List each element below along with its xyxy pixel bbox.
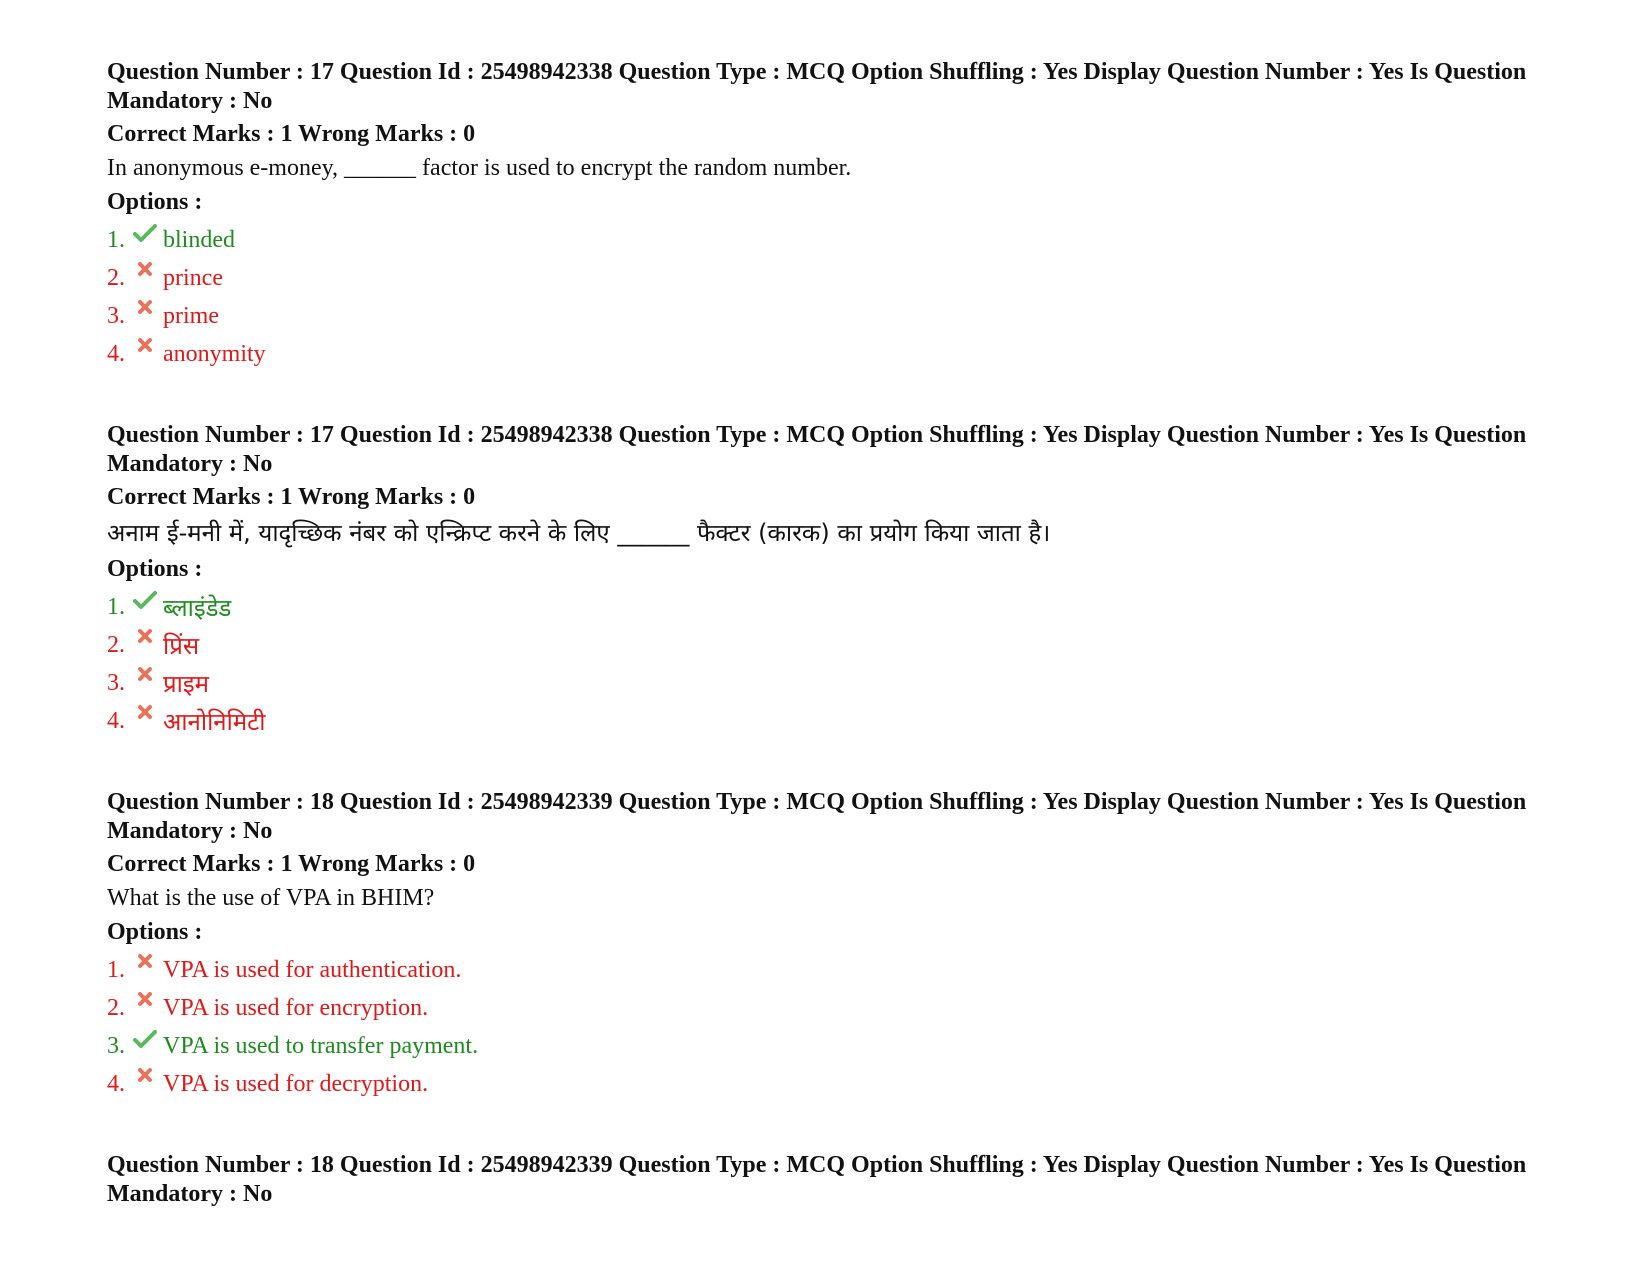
- option-text: ब्लाइंडेड: [163, 593, 232, 622]
- option-number: 2.: [107, 631, 125, 658]
- options-label: Options :: [107, 919, 203, 945]
- option-item: [107, 626, 1547, 664]
- option-item: [107, 221, 1547, 259]
- option-list: [107, 951, 1547, 1103]
- question-marks: Correct Marks : 1 Wrong Marks : 0: [107, 121, 476, 147]
- option-number: 1.: [107, 593, 125, 620]
- check-icon: [131, 1029, 159, 1053]
- option-item: [107, 1027, 1547, 1065]
- options-label: Options :: [107, 556, 203, 582]
- option-text: प्रिंस: [163, 631, 200, 660]
- option-item: [107, 702, 1547, 740]
- option-item: [107, 259, 1547, 297]
- option-item: [107, 951, 1547, 989]
- option-text: VPA is used to transfer payment.: [163, 1032, 479, 1059]
- option-number: 2.: [107, 994, 125, 1021]
- cross-icon: [131, 261, 159, 285]
- option-number: 3.: [107, 1032, 125, 1059]
- option-text: प्राइम: [163, 669, 210, 698]
- question-text: In anonymous e-money, ______ factor is used to encrypt the random number.: [107, 155, 852, 181]
- question-text: अनाम ई-मनी में, यादृच्छिक नंबर को एन्क्रिप्ट करने के लिए ______ फैक्टर (कारक) का प्रयोग किया जाता है।: [107, 519, 1051, 547]
- option-text: prince: [163, 264, 223, 291]
- option-text: anonymity: [163, 340, 266, 367]
- option-item: [107, 989, 1547, 1027]
- option-list: [107, 588, 1547, 740]
- option-number: 2.: [107, 264, 125, 291]
- option-text: prime: [163, 302, 219, 329]
- option-item: [107, 664, 1547, 702]
- question-block: [107, 421, 1547, 740]
- option-number: 1.: [107, 226, 125, 253]
- question-header: Question Number : 18 Question Id : 25498942339 Question Type : MCQ Option Shuffling : Yes Display Question Number : Yes Is Question Mandatory : No: [107, 1152, 1527, 1207]
- option-number: 1.: [107, 956, 125, 983]
- question-header: Question Number : 17 Question Id : 25498942338 Question Type : MCQ Option Shuffling : Yes Display Question Number : Yes Is Question Mandatory : No: [107, 59, 1527, 114]
- question-header: Question Number : 17 Question Id : 25498942338 Question Type : MCQ Option Shuffling : Yes Display Question Number : Yes Is Question Mandatory : No: [107, 422, 1527, 477]
- option-number: 3.: [107, 669, 125, 696]
- option-text: VPA is used for encryption.: [163, 994, 429, 1021]
- option-number: 3.: [107, 302, 125, 329]
- option-text: आनोनिमिटी: [163, 707, 266, 736]
- cross-icon: [131, 299, 159, 323]
- option-text: VPA is used for decryption.: [163, 1070, 429, 1097]
- option-item: [107, 297, 1547, 335]
- option-number: 4.: [107, 1070, 125, 1097]
- check-icon: [131, 223, 159, 247]
- cross-icon: [131, 991, 159, 1015]
- option-item: [107, 588, 1547, 626]
- cross-icon: [131, 666, 159, 690]
- option-text: VPA is used for authentication.: [163, 956, 462, 983]
- question-marks: Correct Marks : 1 Wrong Marks : 0: [107, 851, 476, 877]
- question-marks: Correct Marks : 1 Wrong Marks : 0: [107, 484, 476, 510]
- cross-icon: [131, 704, 159, 728]
- option-item: [107, 335, 1547, 373]
- question-header: Question Number : 18 Question Id : 25498942339 Question Type : MCQ Option Shuffling : Yes Display Question Number : Yes Is Question Mandatory : No: [107, 789, 1527, 844]
- option-number: 4.: [107, 707, 125, 734]
- question-text: What is the use of VPA in BHIM?: [107, 885, 435, 911]
- options-label: Options :: [107, 189, 203, 215]
- cross-icon: [131, 953, 159, 977]
- check-icon: [131, 590, 159, 614]
- cross-icon: [131, 1067, 159, 1091]
- cross-icon: [131, 337, 159, 361]
- question-block: [107, 1151, 1547, 1209]
- question-block: [107, 788, 1547, 1103]
- document-page: [107, 58, 1547, 1257]
- option-list: [107, 221, 1547, 373]
- option-text: blinded: [163, 226, 235, 253]
- question-block: [107, 58, 1547, 373]
- option-number: 4.: [107, 340, 125, 367]
- cross-icon: [131, 628, 159, 652]
- option-item: [107, 1065, 1547, 1103]
